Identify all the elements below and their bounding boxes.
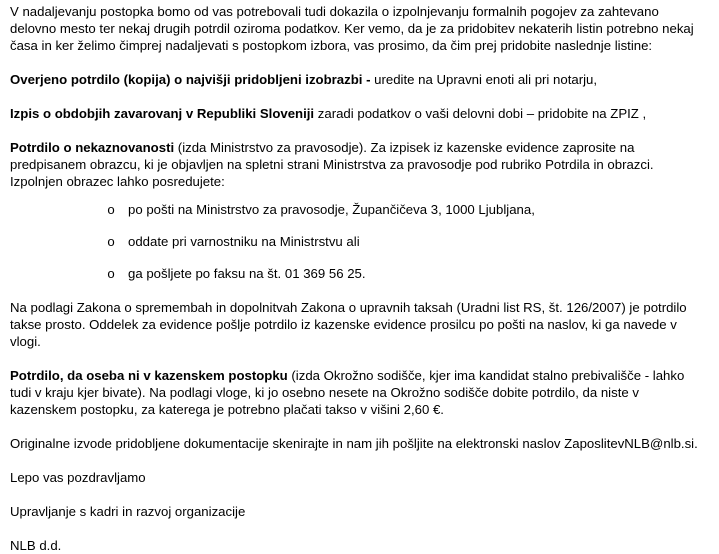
item-insurance-text: zaradi podatkov o vaši delovni dobi – pridobite na ZPIZ , — [314, 106, 647, 121]
item-education-title: Overjeno potrdilo (kopija) o najvišji pridobljeni izobrazbi - — [10, 72, 371, 87]
greeting: Lepo vas pozdravljamo — [10, 470, 146, 485]
list-item — [10, 201, 710, 218]
item-no-conviction-title: Potrdilo o nekaznovanosti — [10, 140, 175, 155]
bullet-icon: o — [107, 266, 115, 281]
item-no-conviction-text: (izda Ministrstvo za pravosodje). Za izpisek iz kazenske evidence zaprosite na — [174, 140, 635, 155]
intro-line-3: časa in ker želimo čimprej nadaljevati s postopkom izbora, vas prosimo, da čim prej pridobite naslednje listine: — [10, 38, 653, 53]
fee-note-line-3: vlogi. — [10, 334, 41, 349]
item-no-conviction-line-3: Izpolnjen obrazec lahko posredujete: — [10, 174, 225, 189]
letter-body — [10, 3, 710, 554]
submission-instructions: Originalne izvode pridobljene dokumentacije skenirajte in nam jih pošljite na elektronski naslov ZaposlitevNLB@nlb.si. — [10, 436, 698, 451]
item-no-proceedings-line-2: tudi v kraju kjer bivate). Na podlagi vloge, ki jo osebno nesete na Okrožno sodišče dobite potrdilo, da niste v — [10, 385, 639, 400]
item-no-proceedings-line-3: kazenskem postopku, za katerega je potrebno plačati takso v višini 2,60 €. — [10, 402, 444, 417]
item-education-text: uredite na Upravni enoti ali pri notarju, — [370, 72, 598, 87]
list-item-text: po pošti na Ministrstvo za pravosodje, Župančičeva 3, 1000 Ljubljana, — [128, 202, 535, 217]
item-insurance-title: Izpis o obdobjih zavarovanj v Republiki Sloveniji — [10, 106, 315, 121]
list-item — [10, 265, 710, 282]
intro-line-1: V nadaljevanju postopka bomo od vas potrebovali tudi dokazila o izpolnjevanju formalnih pogojev za zahtevano — [10, 4, 659, 19]
item-no-proceedings-title: Potrdilo, da oseba ni v kazenskem postopku — [10, 368, 288, 383]
item-education — [10, 71, 710, 88]
list-item — [10, 233, 710, 250]
item-no-conviction-line-1 — [10, 139, 710, 156]
list-item-text: ga pošljete po faksu na št. 01 369 56 25. — [128, 266, 366, 281]
item-no-proceedings-line-1 — [10, 367, 710, 384]
list-item-text: oddate pri varnostniku na Ministrstvu ali — [128, 234, 360, 249]
department-signature: Upravljanje s kadri in razvoj organizacije — [10, 504, 246, 519]
fee-note-line-2: takse prosto. Oddelek za evidence pošlje potrdilo iz kazenske evidence prosilcu po pošti na naslov, ki ga navede v — [10, 317, 677, 332]
item-no-proceedings-text: (izda Okrožno sodišče, kjer ima kandidat stalno prebivališče - lahko — [287, 368, 685, 383]
fee-note-line-1: Na podlagi Zakona o spremembah in dopolnitvah Zakona o upravnih taksah (Uradni list RS, št. 126/2007) je potrdilo — [10, 300, 687, 315]
item-insurance — [10, 105, 710, 122]
item-no-conviction-line-2: predpisanem obrazcu, ki je objavljen na spletni strani Ministrstva za pravosodje pod rubriko Potrdila in obrazci. — [10, 157, 654, 172]
bullet-icon: o — [107, 202, 115, 217]
company-signature: NLB d.d. — [10, 538, 62, 553]
delivery-options-list — [10, 201, 710, 282]
bullet-icon: o — [107, 234, 115, 249]
intro-line-2: delovno mesto ter nekaj drugih potrdil oziroma podatkov. Ker vemo, da je za pridobitev nekaterih listin potrebno nekaj — [10, 21, 694, 36]
